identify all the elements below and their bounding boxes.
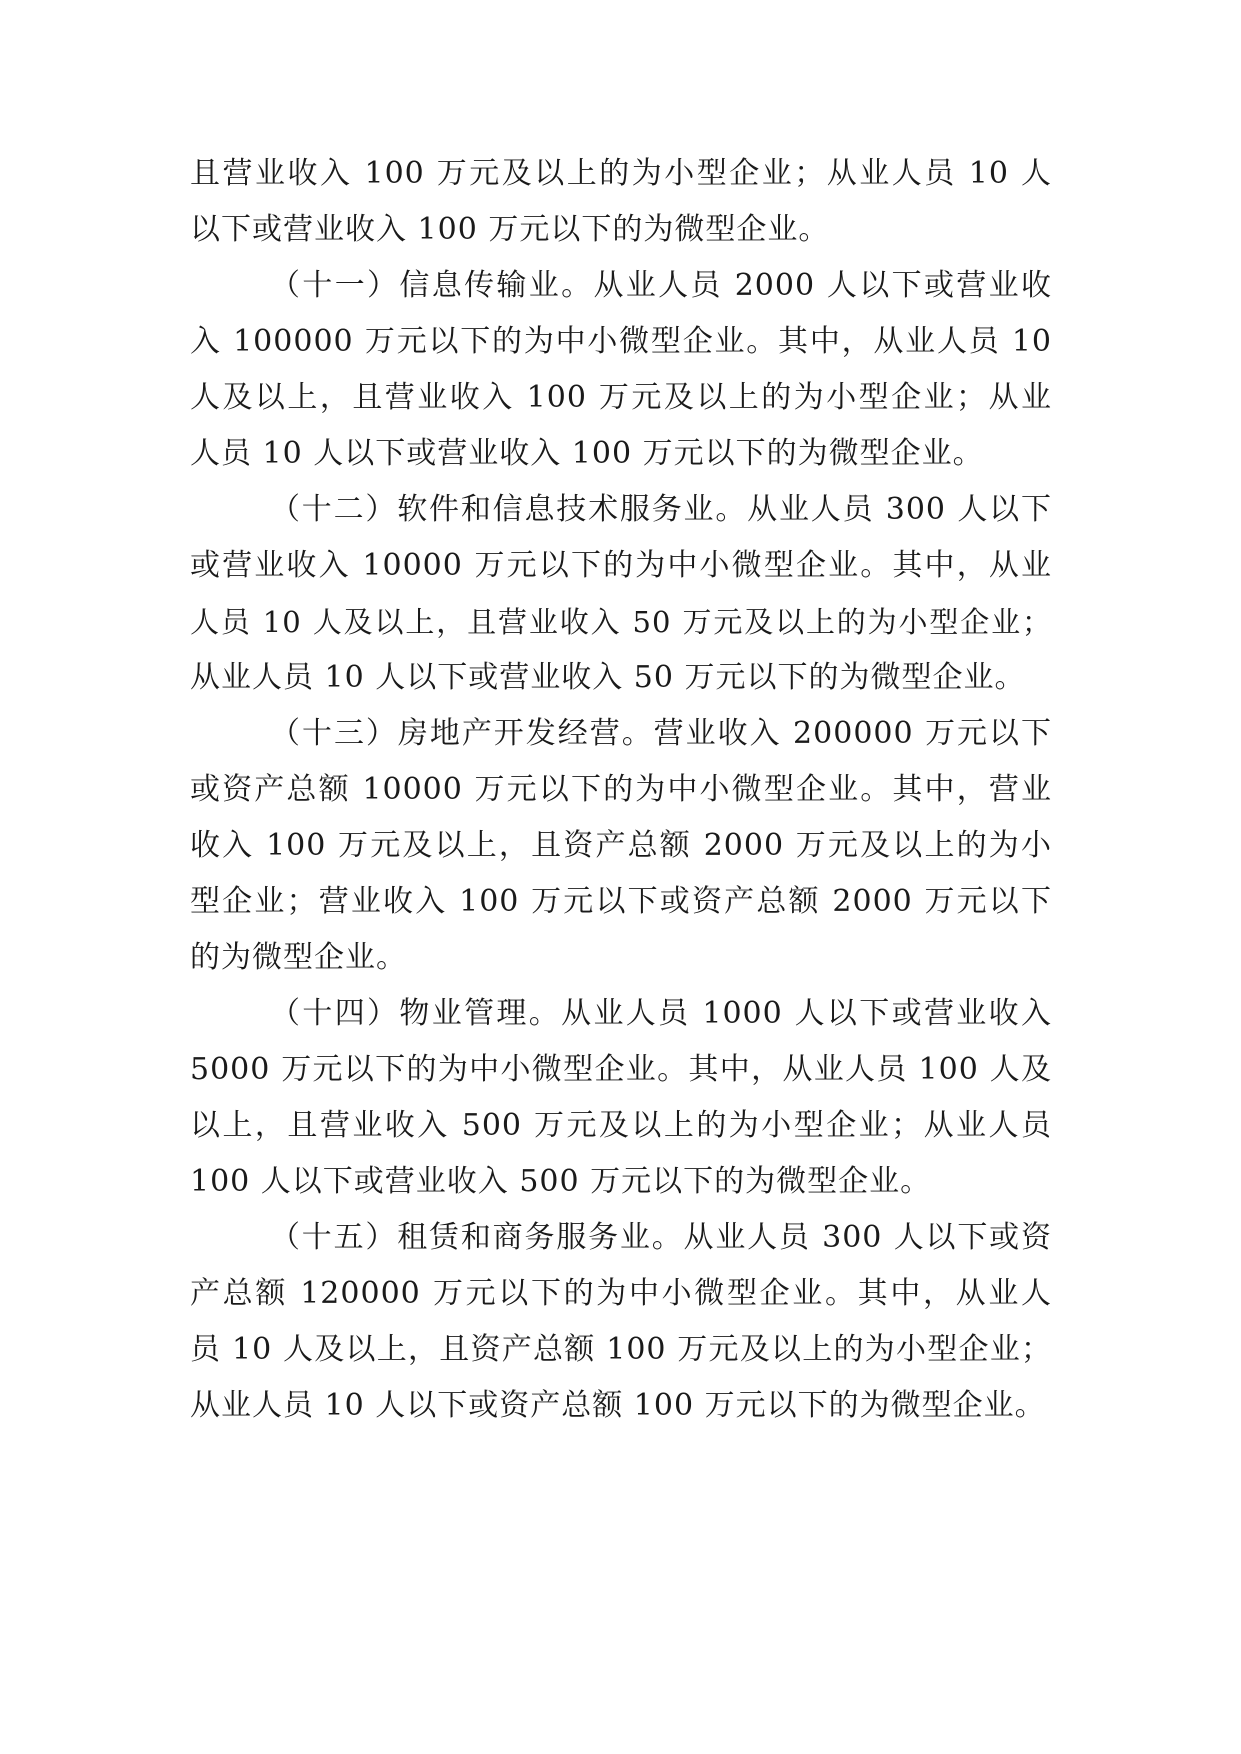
text-line: 或营业收入 10000 万元以下的为中小微型企业。其中，从业 (190, 548, 1052, 583)
text-line: 从业人员 10 人以下或资产总额 100 万元以下的为微型企业。 (190, 1388, 1046, 1423)
text-line: 收入 100 万元及以上，且资产总额 2000 万元及以上的为小 (190, 828, 1052, 863)
text-line: 型企业；营业收入 100 万元以下或资产总额 2000 万元以下 (190, 884, 1052, 919)
text-line: 入 100000 万元以下的为中小微型企业。其中，从业人员 10 (190, 324, 1052, 359)
text-line: 或资产总额 10000 万元以下的为中小微型企业。其中，营业 (190, 772, 1052, 807)
text-line: 员 10 人及以上，且资产总额 100 万元及以上的为小型企业； (190, 1332, 1052, 1367)
text-line: 以上，且营业收入 500 万元及以上的为小型企业；从业人员 (190, 1108, 1052, 1143)
text-line: 人员 10 人及以上，且营业收入 50 万元及以上的为小型企业； (190, 605, 1052, 639)
text-line: 的为微型企业。 (190, 940, 407, 975)
paragraph-heading-line: （十二）软件和信息技术服务业。从业人员 300 人以下 (270, 492, 1052, 527)
text-line: 100 人以下或营业收入 500 万元以下的为微型企业。 (190, 1164, 932, 1199)
text-line: 人员 10 人以下或营业收入 100 万元以下的为微型企业。 (190, 436, 984, 471)
text-line: 5000 万元以下的为中小微型企业。其中，从业人员 100 人及 (190, 1052, 1052, 1087)
paragraph-heading-line: （十五）租赁和商务服务业。从业人员 300 人以下或资 (270, 1220, 1052, 1255)
text-line: 从业人员 10 人以下或营业收入 50 万元以下的为微型企业。 (190, 660, 1026, 695)
text-line: 人及以上，且营业收入 100 万元及以上的为小型企业；从业 (190, 380, 1052, 415)
text-line: 产总额 120000 万元以下的为中小微型企业。其中，从业人 (190, 1276, 1052, 1311)
paragraph-heading-line: （十三）房地产开发经营。营业收入 200000 万元以下 (270, 716, 1052, 751)
text-line: 且营业收入 100 万元及以上的为小型企业；从业人员 10 人 (190, 156, 1052, 191)
paragraph-heading-line: （十四）物业管理。从业人员 1000 人以下或营业收入 (270, 996, 1052, 1031)
text-line: 以下或营业收入 100 万元以下的为微型企业。 (190, 212, 830, 247)
paragraph-heading-line: （十一）信息传输业。从业人员 2000 人以下或营业收 (270, 268, 1052, 303)
